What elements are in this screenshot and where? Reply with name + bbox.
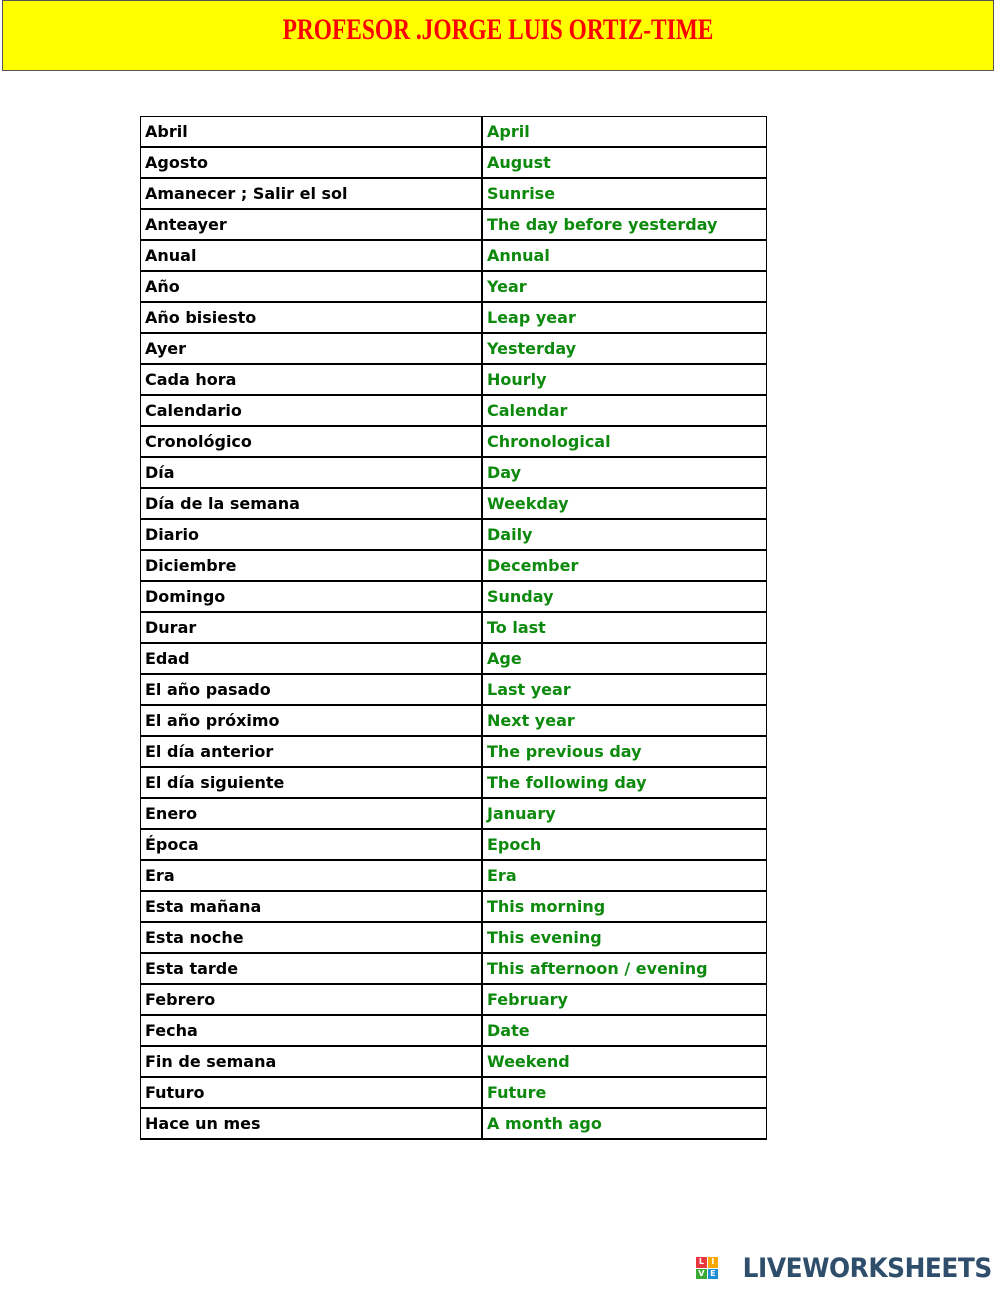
english-term: Day (482, 457, 767, 488)
spanish-term: Calendario (141, 395, 483, 426)
table-row (141, 829, 767, 860)
spanish-term: Ayer (141, 333, 483, 364)
english-term: The previous day (482, 736, 767, 767)
page-title: PROFESOR .JORGE LUIS ORTIZ-TIME (282, 13, 714, 46)
table-row (141, 178, 767, 209)
english-term: To last (482, 612, 767, 643)
english-term: December (482, 550, 767, 581)
table-row (141, 891, 767, 922)
english-term: This morning (482, 891, 767, 922)
spanish-term: Agosto (141, 147, 483, 178)
table-row (141, 519, 767, 550)
table-row (141, 705, 767, 736)
english-term: This evening (482, 922, 767, 953)
table-row (141, 271, 767, 302)
english-term: Leap year (482, 302, 767, 333)
spanish-term: Edad (141, 643, 483, 674)
table-row (141, 860, 767, 891)
english-term: Calendar (482, 395, 767, 426)
spanish-term: Año bisiesto (141, 302, 483, 333)
english-term: The following day (482, 767, 767, 798)
table-row (141, 117, 767, 148)
spanish-term: Anual (141, 240, 483, 271)
table-row (141, 240, 767, 271)
spanish-term: Enero (141, 798, 483, 829)
table-row (141, 147, 767, 178)
spanish-term: Esta mañana (141, 891, 483, 922)
english-term: Yesterday (482, 333, 767, 364)
logo-text: LIVEWORKSHEETS (742, 1252, 992, 1284)
badge-letter: I (708, 1257, 719, 1268)
english-term: Weekend (482, 1046, 767, 1077)
english-term: Era (482, 860, 767, 891)
spanish-term: Durar (141, 612, 483, 643)
spanish-term: Esta noche (141, 922, 483, 953)
table-row (141, 457, 767, 488)
spanish-term: Hace un mes (141, 1108, 483, 1139)
vocabulary-table (140, 116, 767, 1140)
english-term: January (482, 798, 767, 829)
english-term: Year (482, 271, 767, 302)
english-term: Next year (482, 705, 767, 736)
english-term: Hourly (482, 364, 767, 395)
spanish-term: Futuro (141, 1077, 483, 1108)
spanish-term: Cada hora (141, 364, 483, 395)
spanish-term: Fecha (141, 1015, 483, 1046)
table-row (141, 736, 767, 767)
liveworksheets-badge-icon (696, 1257, 718, 1279)
table-row (141, 488, 767, 519)
english-term: The day before yesterday (482, 209, 767, 240)
badge-letter: E (708, 1269, 719, 1280)
spanish-term: Época (141, 829, 483, 860)
spanish-term: Era (141, 860, 483, 891)
table-row (141, 767, 767, 798)
spanish-term: Abril (141, 117, 483, 148)
table-row (141, 674, 767, 705)
spanish-term: Amanecer ; Salir el sol (141, 178, 483, 209)
header-banner (2, 0, 994, 71)
table-row (141, 984, 767, 1015)
table-row (141, 1046, 767, 1077)
vocabulary-table-body (141, 117, 767, 1140)
table-row (141, 643, 767, 674)
table-row (141, 1077, 767, 1108)
table-row (141, 612, 767, 643)
spanish-term: Esta tarde (141, 953, 483, 984)
english-term: Sunrise (482, 178, 767, 209)
table-row (141, 922, 767, 953)
spanish-term: Domingo (141, 581, 483, 612)
spanish-term: Día de la semana (141, 488, 483, 519)
spanish-term: El año próximo (141, 705, 483, 736)
table-row (141, 333, 767, 364)
english-term: Age (482, 643, 767, 674)
spanish-term: Cronológico (141, 426, 483, 457)
table-row (141, 581, 767, 612)
english-term: Annual (482, 240, 767, 271)
english-term: Future (482, 1077, 767, 1108)
spanish-term: El día siguiente (141, 767, 483, 798)
spanish-term: El año pasado (141, 674, 483, 705)
spanish-term: Diario (141, 519, 483, 550)
spanish-term: Anteayer (141, 209, 483, 240)
english-term: This afternoon / evening (482, 953, 767, 984)
table-row (141, 550, 767, 581)
english-term: August (482, 147, 767, 178)
spanish-term: El día anterior (141, 736, 483, 767)
table-row (141, 209, 767, 240)
liveworksheets-logo[interactable] (696, 1253, 992, 1283)
english-term: Weekday (482, 488, 767, 519)
english-term: Date (482, 1015, 767, 1046)
english-term: Last year (482, 674, 767, 705)
english-term: Epoch (482, 829, 767, 860)
english-term: Sunday (482, 581, 767, 612)
spanish-term: Febrero (141, 984, 483, 1015)
table-row (141, 426, 767, 457)
table-row (141, 364, 767, 395)
table-row (141, 798, 767, 829)
spanish-term: Día (141, 457, 483, 488)
table-row (141, 1015, 767, 1046)
english-term: A month ago (482, 1108, 767, 1139)
english-term: Chronological (482, 426, 767, 457)
spanish-term: Diciembre (141, 550, 483, 581)
table-row (141, 302, 767, 333)
english-term: Daily (482, 519, 767, 550)
english-term: February (482, 984, 767, 1015)
table-row (141, 395, 767, 426)
english-term: April (482, 117, 767, 148)
table-row (141, 1108, 767, 1139)
badge-letter: L (696, 1257, 707, 1268)
table-row (141, 953, 767, 984)
badge-letter: V (696, 1269, 707, 1280)
spanish-term: Fin de semana (141, 1046, 483, 1077)
spanish-term: Año (141, 271, 483, 302)
